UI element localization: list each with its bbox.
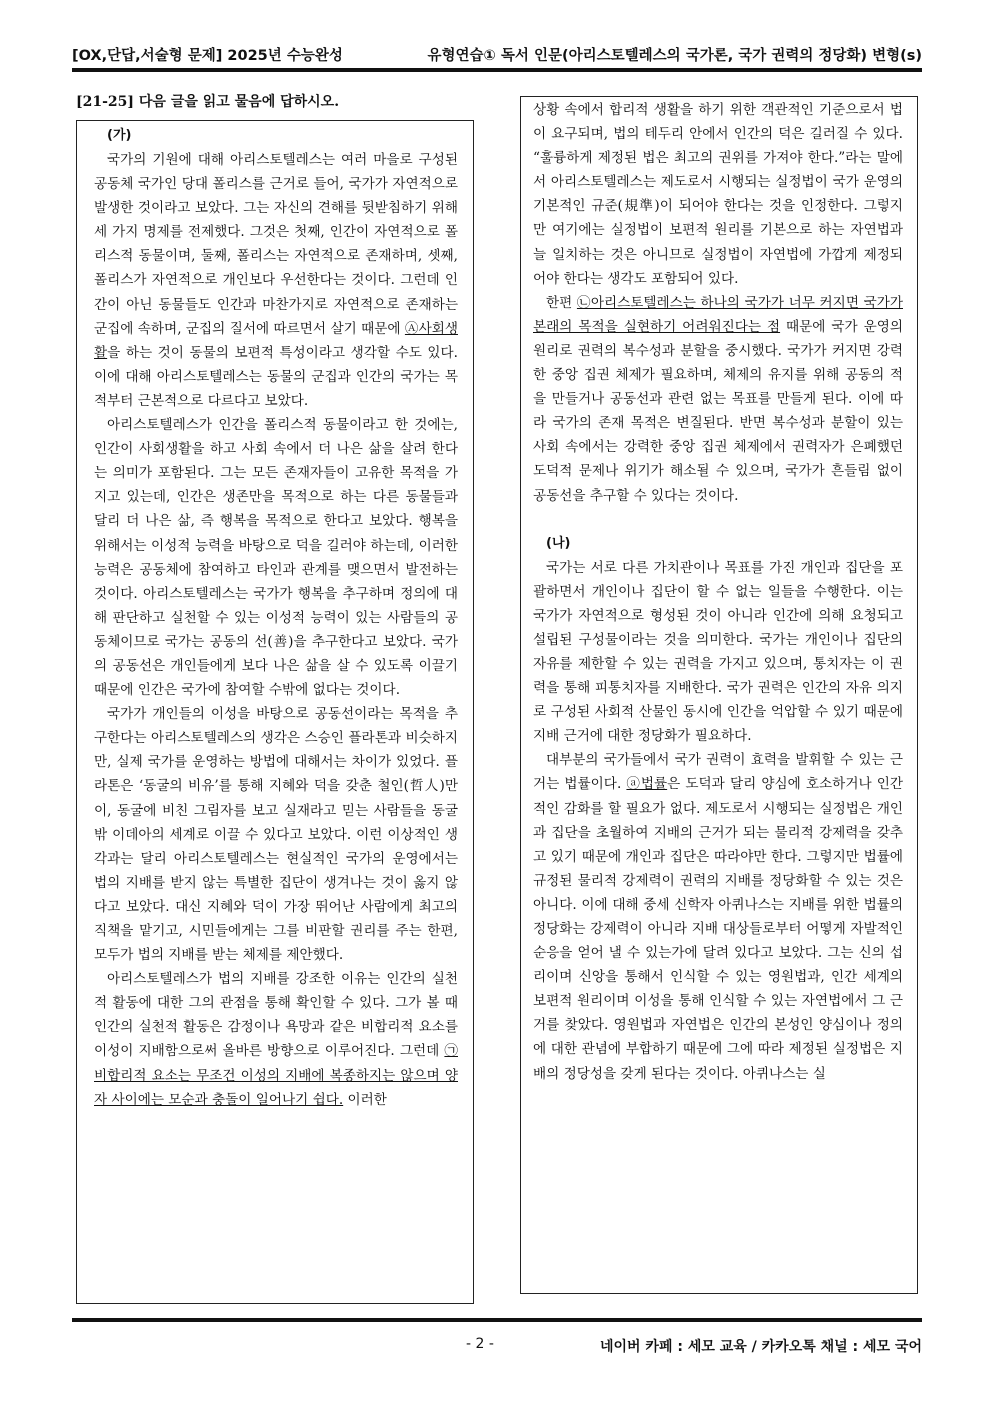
paragraph: 한편 ㉡아리스토텔레스는 하나의 국가가 너무 커지면 국가가 본래의 목적을 실현하기 어려워진다는 점 때문에 국가 운영의 원리로 권력의 복수성과 분할을 중시했다. 국가가 커지면 강력한 중앙 집권 체제가 필요하며, 체제의 유지를 위해 공동의 적을 만들거나 공동선과 관련 없는 목표를 만들게 된다. 이에 따라 국가의 존재 목적은 변질된다. 반면 복수성과 분할이 있는 사회 속에서는 강력한 중앙 집권 체제에서 권력자가 은폐했던 도덕적 문제나 위기가 해소될 수 있으며, 국가가 흔들림 없이 공동선을 추구할 수 있다는 것이다. [533,294,904,504]
footer-rule [72,1318,922,1322]
passage-label-ga: (가) [107,128,132,143]
footer-channel-info: 네이버 카페 : 세모 교육 / 카카오톡 채널 : 세모 국어 [599,1339,922,1355]
paragraph: 국가가 개인들의 이성을 바탕으로 공동선이라는 목적을 추구한다는 아리스토텔레스의 생각은 스승인 플라톤과 비슷하지만, 실제 국가를 운영하는 방법에 대해서는 차이가 있었다. 플라톤은 ‘동굴의 비유’를 통해 지혜와 덕을 갖춘 철인(哲人)만이, 동굴에 비친 그림자를 보고 실재라고 믿는 사람들을 동굴 밖 이데아의 세계로 이끌 수 있다고 보았다. 이런 이상적인 생각과는 달리 아리스토텔레스는 현실적인 국가의 운영에서는 법의 지배를 받지 않는 특별한 집단이 생겨나는 것이 옳지 않다고 보았다. 대신 지혜와 덕이 가장 뛰어난 사람에게 최고의 직책을 맡기고, 시민들에게는 그를 비판할 권리를 주는 한편, 모두가 법의 지배를 받는 체제를 제안했다. [94,706,458,964]
underlined-sentence-giyeok: ㉠비합리적 요소는 무조건 이성의 지배에 복종하지는 않으며 양자 사이에는 모순과 충돌이 일어나기 쉽다. [94,1043,458,1108]
header-source: [OX,단답,서술형 문제] 2025년 수능완성 [72,48,343,64]
page-number: - 2 - [466,1336,494,1352]
underlined-term-a: Ⓐ사회생활 [94,320,458,361]
paragraph: 아리스토텔레스가 인간을 폴리스적 동물이라고 한 것에는, 인간이 사회생활을 하고 사회 속에서 더 나은 삶을 살려 한다는 의미가 포함된다. 그는 모든 존재자들이 고유한 목적을 가지고 있는데, 인간은 생존만을 목적으로 하는 다른 동물들과 달리 더 나은 삶, 즉 행복을 목적으로 한다고 보았다. 행복을 위해서는 이성적 능력을 바탕으로 덕을 길러야 하는데, 이러한 능력은 공동체에 참여하고 타인과 관계를 맺으면서 발전하는 것이다. 아리스토텔레스는 국가가 행복을 추구하며 정의에 대해 판단하고 실천할 수 있는 이성적 능력이 있는 사람들의 공동체이므로 국가는 공동의 선(善)을 추구한다고 보았다. 국가의 공동선은 개인들에게 보다 나은 삶을 살 수 있도록 이끌기 때문에 인간은 국가에 참여할 수밖에 없다는 것이다. [94,417,458,699]
passage-right-column [533,98,903,1086]
underlined-sentence-nieun: ㉡아리스토텔레스는 하나의 국가가 너무 커지면 국가가 본래의 목적을 실현하기 어려워진다는 점 [533,294,903,335]
paragraph: 아리스토텔레스가 법의 지배를 강조한 이유는 인간의 실천적 활동에 대한 그의 관점을 통해 확인할 수 있다. 그가 볼 때 인간의 실천적 활동은 감정이나 욕망과 같은 비합리적 요소를 이성이 지배함으로써 올바른 방향으로 이루어진다. 그런데 ㉠비합리적 요소는 무조건 이성의 지배에 복종하지는 않으며 양자 사이에는 모순과 충돌이 일어나기 쉽다. 이러한 [94,971,458,1108]
passage-ga-column [94,124,458,1112]
passage-label-na: (나) [546,535,571,551]
paragraph: 대부분의 국가들에서 국가 권력이 효력을 발휘할 수 있는 근거는 법률이다. ⓐ법률은 도덕과 달리 양심에 호소하거나 인간적인 감화를 할 필요가 없다. 제도로서 시행되는 실정법은 개인과 집단을 초월하여 지배의 근거가 되는 물리적 강제력을 갖추고 있기 때문에 개인과 집단은 따라야만 한다. 그렇지만 법률에 규정된 물리적 강제력이 권력의 지배를 정당화할 수 있는 것은 아니다. 이에 대해 중세 신학자 아퀴나스는 지배를 위한 법률의 정당화는 강제력이 아니라 지배 대상들로부터 어떻게 자발적인 순응을 얻어 낼 수 있는가에 달려 있다고 보았다. 그는 신의 섭리이며 신앙을 통해서 인식할 수 있는 영원법과, 인간 세계의 보편적 원리이며 이성을 통해 인식할 수 있는 자연법에서 그 근거를 찾았다. 영원법과 자연법은 인간의 본성인 양심이나 정의에 대한 관념에 부합하기 때문에 그에 따라 제정된 실정법은 지배의 정당성을 갖게 된다는 것이다. 아퀴나스는 실 [533,752,903,1082]
page-header [72,44,922,66]
header-topic: 유형연습① 독서 인문(아리스토텔레스의 국가론, 국가 권력의 정당화) 변형(s) [427,48,922,64]
header-rule [72,68,922,72]
question-instruction: [21-25] 다음 글을 읽고 물음에 답하시오. [76,94,340,110]
paragraph: 국가의 기원에 대해 아리스토텔레스는 여러 마을로 구성된 공동체 국가인 당대 폴리스를 근거로 들어, 국가가 자연적으로 발생한 것이라고 보았다. 그는 자신의 견해를 뒷받침하기 위해 세 가지 명제를 전제했다. 그것은 첫째, 인간이 자연적으로 폴리스적 동물이며, 둘째, 폴리스는 자연적으로 존재하며, 셋째, 폴리스가 자연적으로 개인보다 우선한다는 것이다. 그런데 인간이 아닌 동물들도 인간과 마찬가지로 자연적으로 존재하는 군집에 속하며, 군집의 질서에 따르면서 살기 때문에 Ⓐ사회생활을 하는 것이 동물의 보편적 특성이라고 생각할 수도 있다. 이에 대해 아리스토텔레스는 동물의 군집과 인간의 국가는 목적부터 근본적으로 다르다고 보았다. [94,152,458,409]
paragraph: 국가는 서로 다른 가치관이나 목표를 가진 개인과 집단을 포괄하면서 개인이나 집단이 할 수 없는 일들을 수행한다. 이는 국가가 자연적으로 형성된 것이 아니라 인간에 의해 요청되고 설립된 구성물이라는 것을 의미한다. 국가는 개인이나 집단의 자유를 제한할 수 있는 권력을 가지고 있으며, 통치자는 이 권력을 통해 피통치자를 지배한다. 국가 권력은 인간의 자유 의지로 구성된 사회적 산물인 동시에 인간을 억압할 수 있기 때문에 지배 근거에 대한 정당화가 필요하다. [533,559,903,745]
paragraph: 상황 속에서 합리적 생활을 하기 위한 객관적인 기준으로서 법이 요구되며, 법의 테두리 안에서 인간의 덕은 길러질 수 있다. “훌륭하게 제정된 법은 최고의 권위를 가져야 한다.”라는 말에서 아리스토텔레스는 제도로서 시행되는 실정법이 국가 운영의 기본적인 규준(規準)이 되어야 한다는 것을 인정한다. 그렇지만 여기에는 실정법이 보편적 원리를 기본으로 하는 자연법과 늘 일치하는 것은 아니므로 실정법이 자연법에 가깝게 제정되어야 한다는 생각도 포함되어 있다. [533,102,903,287]
underlined-term-law: ⓐ법률 [626,776,668,793]
